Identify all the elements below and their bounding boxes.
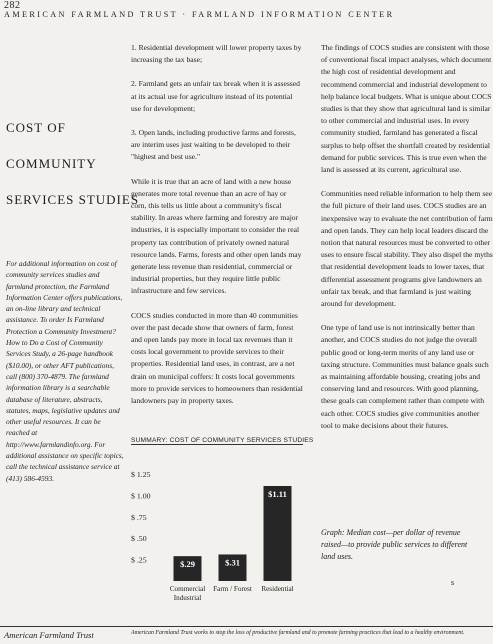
col2-paragraph-5: COCS studies conducted in more than 40 communities over the past decade show that owners of farm, forest and open lands pay more in local tax revenues than it costs local government to provide services to their properties. Residential land uses, in contrast, are a net drain on municipal coffers: It costs local governments more to provide services to homeowners than residential landowners pay in property taxes. (131, 310, 303, 406)
bar-value-label: $1.11 (268, 488, 287, 499)
page-header: AMERICAN FARMLAND TRUST · FARMLAND INFORMATION CENTER (4, 10, 395, 19)
footer-rule (0, 626, 493, 627)
footer-text: American Farmland Trust works to stop the loss of productive farmland and to promote farming practices that lead to a healthy environment. (131, 630, 465, 636)
y-tick-label: $ .75 (131, 512, 147, 522)
stray-mark: s (451, 578, 455, 587)
col3-paragraph-2: Communities need reliable information to help them see the full picture of their land uses. COCS studies are an inexpensive way to evaluate the net contribution of farm and open lands. They can help local leaders discard the notion that natural resources must be converted to other uses to ensure fiscal stability. They also dispel the myths that residential development leads to lower taxes, that differential assessment programs give landowners an unfair tax break, and that farmland is just waiting around for development. (321, 189, 493, 309)
sidebar-title-line2: COMMUNITY (6, 156, 97, 171)
sidebar-title-line3: SERVICES STUDIES (6, 192, 140, 207)
y-tick-label: $ 1.00 (131, 491, 151, 501)
x-category-label: Farm / Forest (213, 585, 252, 593)
bar-value-label: $.29 (180, 559, 195, 570)
bar (264, 486, 292, 581)
sidebar-title-line1: COST OF (6, 120, 66, 135)
x-category-label: Industrial (173, 594, 202, 602)
col3-paragraph-1: The findings of COCS studies are consistent with those of conventional fiscal impact analyses, which document the high cost of residential development and recommend commercial and industrial development to help balance local budgets. What is unique about COCS studies is that they show that agricultural land is similar to other commercial and industrial uses. In every community studied, farmland has generated a fiscal surplus to help offset the shortfall created by residential demand for public services. This is true even when the land is assessed at its current, agricultural use. (321, 43, 492, 175)
col2-paragraph-4: While it is true that an acre of land with a new house generates more total revenue than an acre of hay or corn, this tells us little about a community's fiscal stability. In areas where farming and forestry are major industries, it is especially important to consider the real property tax contribution of privately owned natural resource lands. Farms, forests and other open lands may generate less revenue than residential, commercial or industrial properties, but they require little public infrastructure and few services. (131, 176, 302, 296)
graph-caption: Graph: Median cost—per dollar of revenue raised—to provide public services to different land uses. (321, 528, 468, 561)
col3-paragraph-3: One type of land use is not intrinsically better than another, and COCS studies do not judge the overall public good or long-term merits of any land use or taxing structure. Communities must balance goals such as maintaining affordable housing, creating jobs and conserving land and resources. With good planning, these goals can complement rather than compete with each other. COCS studies give communities another tool to make decisions about their futures. (321, 323, 489, 430)
y-tick-label: $ 1.25 (131, 470, 151, 479)
y-tick-label: $ .25 (131, 555, 147, 565)
col2-paragraph-1: 1. Residential development will lower property taxes by increasing the tax base; (131, 43, 302, 65)
y-tick-label: $ .50 (131, 534, 147, 544)
footer-logo: American Farmland Trust (4, 630, 94, 640)
page-number: 282 (4, 0, 21, 11)
x-category-label: Residential (261, 585, 294, 593)
chart-title: SUMMARY: COST OF COMMUNITY SERVICES STUDIES (131, 437, 314, 444)
bar-value-label: $.31 (225, 557, 240, 568)
x-category-label: Commercial (169, 585, 206, 593)
col2-paragraph-2: 2. Farmland gets an unfair tax break when it is assessed at its actual use for agriculture instead of its potential use for development; (131, 79, 300, 113)
col2-paragraph-3: 3. Open lands, including productive farms and forests, are interim uses just waiting to be developed to their "highest and best use." (131, 128, 296, 162)
sidebar-note: For additional information on cost of community services studies and farmland protection, the Farmland Information Center offers publications, an on-line library and technical assistance. To order Is Farmland Protection a Community Investment? How to Do a Cost of Community Services Study, a 26-page handbook ($10.00), or other AFT publications, call (800) 370-4879. The farmland information library is a searchable database of literature, abstracts, statutes, maps, legislative updates and other useful resources. It can be reached at http://www.farmlandinfo.org. For additional assistance on specific topics, call the technical assistance service at (413) 586-4593. (6, 259, 124, 483)
